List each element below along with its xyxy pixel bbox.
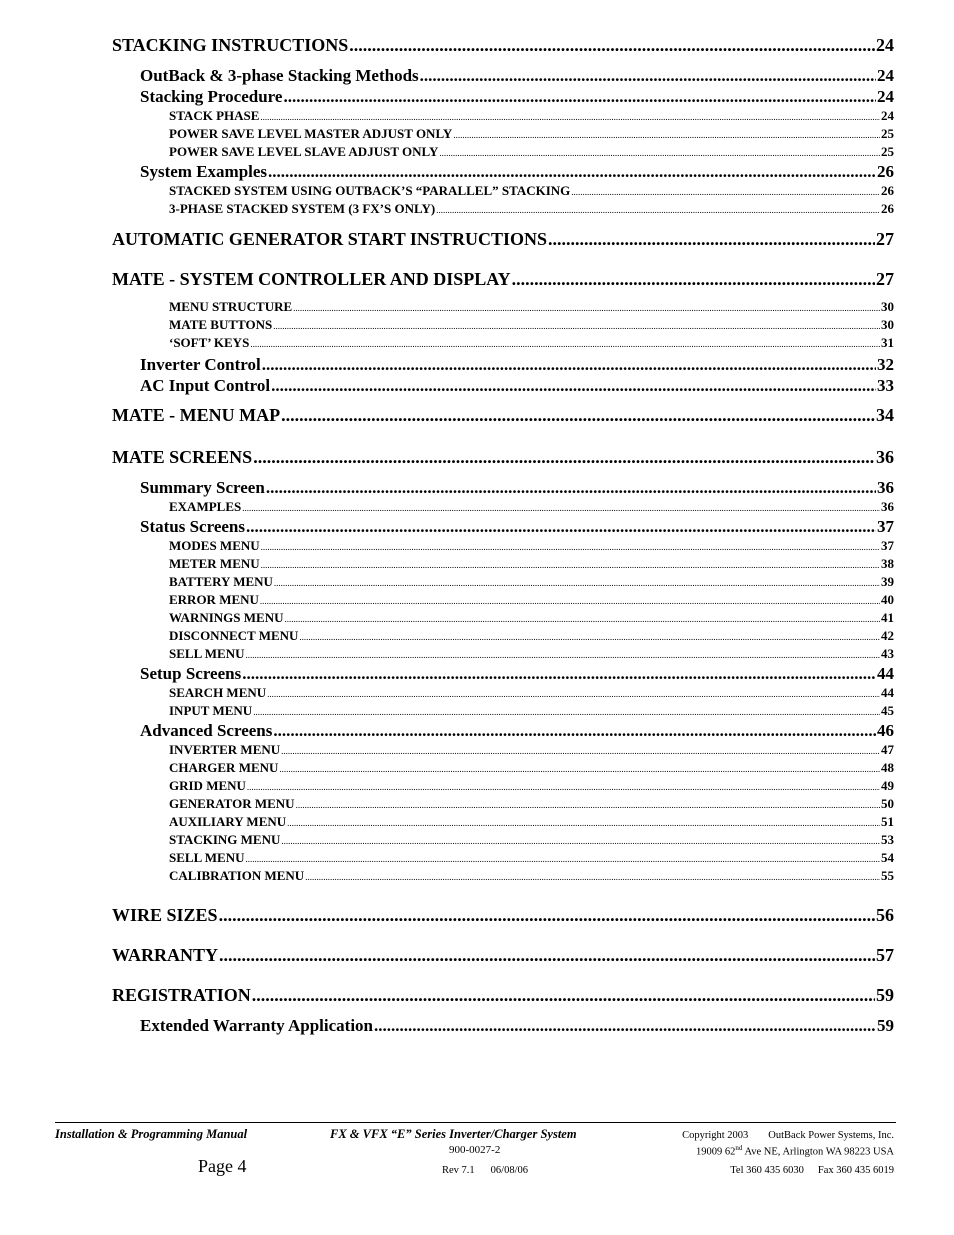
toc-entry-title: Advanced Screens (140, 721, 273, 740)
toc-entry-page: 37 (877, 517, 894, 536)
toc-leader-dots (281, 742, 880, 760)
toc-entry-title: Inverter Control (140, 355, 261, 374)
toc-entry[interactable] (112, 1015, 894, 1036)
toc-entry-title: Setup Screens (140, 664, 242, 683)
toc-leader-dots (296, 796, 880, 814)
toc-leader-dots (242, 499, 880, 517)
toc-entry-title: WARNINGS MENU (169, 610, 284, 625)
toc-entry[interactable] (112, 555, 894, 573)
toc-entry-page: 36 (876, 447, 894, 467)
toc-entry-title: MATE - SYSTEM CONTROLLER AND DISPLAY (112, 269, 511, 289)
toc-entry[interactable] (112, 591, 894, 609)
toc-entry-page: 57 (876, 945, 894, 965)
toc-leader-dots (453, 126, 880, 144)
toc-entry-page: 30 (881, 317, 894, 332)
toc-entry[interactable] (112, 795, 894, 813)
footer-address-suffix: nd (735, 1144, 743, 1152)
toc-entry-page: 24 (877, 66, 894, 85)
toc-entry-title: BATTERY MENU (169, 574, 273, 589)
toc-entry-page: 44 (877, 664, 894, 683)
toc-leader-dots (279, 760, 880, 778)
toc-entry[interactable] (112, 720, 894, 741)
toc-entry-page: 40 (881, 592, 894, 607)
footer-copyright (682, 1130, 894, 1141)
toc-leader-dots (281, 404, 875, 426)
toc-entry[interactable] (112, 65, 894, 86)
footer-product-title: FX & VFX “E” Series Inverter/Charger System (330, 1127, 577, 1141)
toc-entry[interactable] (112, 107, 894, 125)
toc-entry-page: 44 (881, 685, 894, 700)
toc-entry-title: POWER SAVE LEVEL SLAVE ADJUST ONLY (169, 144, 439, 159)
toc-entry-title: CALIBRATION MENU (169, 868, 305, 883)
footer-tel: Tel 360 435 6030 (730, 1165, 804, 1176)
footer-date: 06/08/06 (490, 1165, 529, 1176)
toc-leader-dots (253, 703, 880, 721)
toc-entry-title: 3-PHASE STACKED SYSTEM (3 FX’S ONLY) (169, 201, 436, 216)
toc-leader-dots (268, 161, 876, 182)
toc-entry[interactable] (112, 609, 894, 627)
toc-entry-page: 26 (881, 201, 894, 216)
toc-leader-dots (287, 814, 880, 832)
toc-entry[interactable] (112, 354, 894, 375)
toc-entry[interactable] (112, 741, 894, 759)
toc-entry-title: SELL MENU (169, 646, 245, 661)
toc-entry-page: 38 (881, 556, 894, 571)
toc-entry-title: MATE - MENU MAP (112, 405, 281, 425)
toc-entry-page: 48 (881, 760, 894, 775)
footer-address-number: 19009 62 (696, 1146, 736, 1158)
footer-page-value: 4 (237, 1156, 247, 1176)
toc-leader-dots (571, 183, 880, 201)
toc-entry[interactable] (112, 200, 894, 218)
footer-manual-title: Installation & Programming Manual (55, 1127, 248, 1141)
footer-page-label: Page (198, 1156, 238, 1176)
toc-leader-dots (261, 538, 880, 556)
toc-entry-title: INVERTER MENU (169, 742, 281, 757)
toc-entry[interactable] (112, 831, 894, 849)
toc-entry-title: MENU STRUCTURE (169, 299, 293, 314)
toc-entry-title: CHARGER MENU (169, 760, 279, 775)
toc-entry-title: METER MENU (169, 556, 260, 571)
toc-entry[interactable] (112, 298, 894, 316)
toc-entry-title: System Examples (140, 162, 268, 181)
toc-entry[interactable] (112, 984, 894, 1006)
toc-entry[interactable] (112, 516, 894, 537)
toc-entry[interactable] (112, 228, 894, 250)
toc-entry-page: 26 (877, 162, 894, 181)
toc-leader-dots (260, 592, 880, 610)
toc-entry[interactable] (112, 182, 894, 200)
toc-entry-title: SEARCH MENU (169, 685, 267, 700)
toc-entry-title: ‘SOFT’ KEYS (169, 335, 250, 350)
toc-entry-page: 24 (881, 108, 894, 123)
toc-entry-page: 59 (877, 1016, 894, 1035)
footer-address (696, 1144, 894, 1158)
toc-entry[interactable] (112, 34, 894, 56)
toc-entry-page: 53 (881, 832, 894, 847)
toc-entry-page: 36 (881, 499, 894, 514)
toc-leader-dots (274, 574, 880, 592)
toc-leader-dots (281, 832, 880, 850)
footer-company: OutBack Power Systems, Inc. (768, 1130, 894, 1141)
toc-entry[interactable] (112, 477, 894, 498)
toc-entry-title: INPUT MENU (169, 703, 253, 718)
toc-leader-dots (246, 516, 876, 537)
toc-entry-page: 32 (877, 355, 894, 374)
toc-entry[interactable] (112, 759, 894, 777)
toc-entry-page: 31 (881, 335, 894, 350)
toc-leader-dots (219, 944, 875, 966)
toc-entry-title: Summary Screen (140, 478, 265, 497)
toc-leader-dots (242, 663, 876, 684)
table-of-contents (112, 34, 894, 1036)
toc-entry[interactable] (112, 268, 894, 290)
toc-entry-page: 39 (881, 574, 894, 589)
toc-entry-page: 33 (877, 376, 894, 395)
footer-doc-number: 900-0027-2 (449, 1144, 501, 1156)
toc-entry-page: 54 (881, 850, 894, 865)
toc-entry[interactable] (112, 498, 894, 516)
footer-fax: Fax 360 435 6019 (817, 1165, 894, 1176)
toc-leader-dots (512, 268, 875, 290)
toc-entry-page: 25 (881, 144, 894, 159)
toc-leader-dots (246, 646, 881, 664)
toc-leader-dots (246, 850, 881, 868)
toc-entry-page: 24 (876, 35, 894, 55)
toc-entry-page: 37 (881, 538, 894, 553)
toc-entry-title: Stacking Procedure (140, 87, 283, 106)
toc-entry-page: 55 (881, 868, 894, 883)
toc-entry-title: ERROR MENU (169, 592, 259, 607)
toc-entry[interactable] (112, 537, 894, 555)
toc-entry-title: MODES MENU (169, 538, 260, 553)
toc-entry-page: 51 (881, 814, 894, 829)
toc-entry[interactable] (112, 143, 894, 161)
toc-leader-dots (420, 65, 876, 86)
toc-leader-dots (293, 299, 880, 317)
toc-entry[interactable] (112, 316, 894, 334)
toc-entry-page: 59 (876, 985, 894, 1005)
toc-entry-title: WARRANTY (112, 945, 219, 965)
toc-entry[interactable] (112, 777, 894, 795)
toc-entry[interactable] (112, 446, 894, 468)
toc-entry-page: 34 (876, 405, 894, 425)
toc-leader-dots (219, 904, 875, 926)
toc-entry-page: 49 (881, 778, 894, 793)
toc-leader-dots (262, 354, 876, 375)
toc-entry-title: MATE BUTTONS (169, 317, 273, 332)
toc-entry[interactable] (112, 813, 894, 831)
toc-entry[interactable] (112, 849, 894, 867)
page-footer (55, 1122, 896, 1183)
toc-entry-page: 50 (881, 796, 894, 811)
toc-entry-title: OutBack & 3-phase Stacking Methods (140, 66, 419, 85)
toc-entry[interactable] (112, 645, 894, 663)
toc-entry-title: MATE SCREENS (112, 447, 253, 467)
toc-entry-title: Status Screens (140, 517, 245, 536)
toc-entry[interactable] (112, 334, 894, 352)
toc-leader-dots (283, 86, 876, 107)
toc-leader-dots (299, 628, 880, 646)
toc-leader-dots (252, 984, 875, 1006)
toc-entry-title: WIRE SIZES (112, 905, 218, 925)
toc-entry[interactable] (112, 867, 894, 885)
toc-entry-page: 46 (877, 721, 894, 740)
toc-leader-dots (250, 335, 880, 353)
toc-entry[interactable] (112, 161, 894, 182)
toc-entry[interactable] (112, 627, 894, 645)
toc-entry-title: AC Input Control (140, 376, 271, 395)
footer-address-rest: Ave NE, Arlington WA 98223 USA (742, 1146, 894, 1158)
toc-entry[interactable] (112, 404, 894, 426)
toc-entry-page: 41 (881, 610, 894, 625)
footer-revision (442, 1165, 528, 1176)
toc-entry-title: GENERATOR MENU (169, 796, 295, 811)
toc-entry-page: 56 (876, 905, 894, 925)
toc-entry-title: SELL MENU (169, 850, 245, 865)
toc-entry[interactable] (112, 684, 894, 702)
toc-leader-dots (273, 317, 880, 335)
toc-entry[interactable] (112, 125, 894, 143)
toc-entry-page: 25 (881, 126, 894, 141)
toc-entry[interactable] (112, 86, 894, 107)
toc-entry-page: 36 (877, 478, 894, 497)
toc-entry-title: GRID MENU (169, 778, 246, 793)
toc-leader-dots (436, 201, 880, 219)
toc-entry-title: STACKED SYSTEM USING OUTBACK’S “PARALLEL” STACKING (169, 183, 571, 198)
toc-entry-title: Extended Warranty Application (140, 1016, 373, 1035)
toc-leader-dots (267, 685, 880, 703)
toc-entry[interactable] (112, 702, 894, 720)
toc-entry-page: 26 (881, 183, 894, 198)
toc-entry-title: AUXILIARY MENU (169, 814, 287, 829)
toc-leader-dots (253, 446, 875, 468)
toc-entry-title: STACK PHASE (169, 108, 260, 123)
toc-leader-dots (266, 477, 876, 498)
toc-leader-dots (284, 610, 880, 628)
toc-entry-page: 47 (881, 742, 894, 757)
toc-entry-title: POWER SAVE LEVEL MASTER ADJUST ONLY (169, 126, 453, 141)
footer-rev: Rev 7.1 (442, 1165, 475, 1176)
toc-entry[interactable] (112, 663, 894, 684)
toc-entry-title: DISCONNECT MENU (169, 628, 299, 643)
toc-entry-page: 30 (881, 299, 894, 314)
toc-leader-dots (273, 720, 876, 741)
toc-leader-dots (548, 228, 875, 250)
toc-leader-dots (349, 34, 875, 56)
toc-entry-title: AUTOMATIC GENERATOR START INSTRUCTIONS (112, 229, 547, 249)
toc-entry-title: EXAMPLES (169, 499, 242, 514)
toc-entry[interactable] (112, 375, 894, 396)
toc-entry-page: 42 (881, 628, 894, 643)
toc-entry[interactable] (112, 944, 894, 966)
toc-leader-dots (261, 556, 880, 574)
toc-entry-title: STACKING INSTRUCTIONS (112, 35, 349, 55)
toc-leader-dots (260, 108, 880, 126)
toc-entry[interactable] (112, 904, 894, 926)
toc-entry-page: 27 (876, 269, 894, 289)
toc-leader-dots (439, 144, 880, 162)
toc-entry[interactable] (112, 573, 894, 591)
footer-contact (730, 1165, 894, 1176)
toc-entry-page: 27 (876, 229, 894, 249)
footer-page-number (198, 1156, 247, 1177)
toc-entry-title: REGISTRATION (112, 985, 251, 1005)
toc-entry-page: 45 (881, 703, 894, 718)
toc-entry-page: 43 (881, 646, 894, 661)
toc-leader-dots (374, 1015, 876, 1036)
toc-leader-dots (305, 868, 880, 886)
toc-entry-title: STACKING MENU (169, 832, 281, 847)
toc-entry-page: 24 (877, 87, 894, 106)
toc-leader-dots (247, 778, 880, 796)
footer-copyright-year: Copyright 2003 (682, 1130, 749, 1141)
toc-leader-dots (271, 375, 876, 396)
